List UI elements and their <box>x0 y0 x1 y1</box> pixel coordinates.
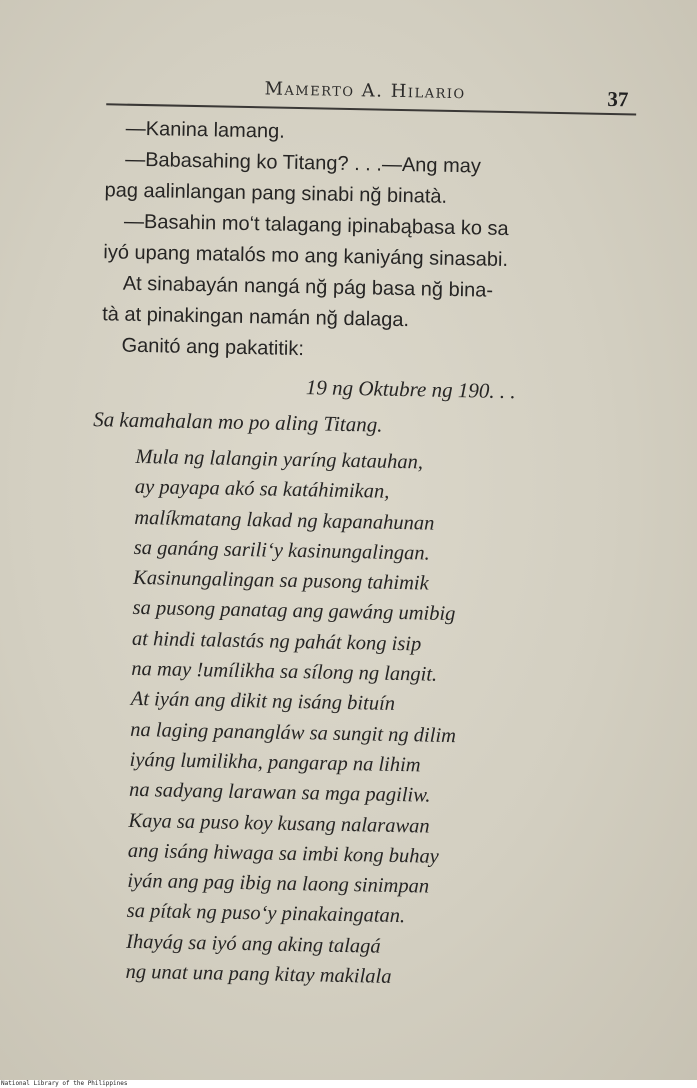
poem-line: na sadyang larawan sa mga pagiliw. <box>128 779 431 807</box>
prose-line: iyó upang matalós mo ang kaniyáng sinasabi. <box>103 241 509 272</box>
poem-line: sa pusong panatag ang gawáng umibig <box>132 597 456 626</box>
poem-line: ng unat una pang kitay makilala <box>125 960 392 988</box>
poem-line: ay payapa akó sa katáhimikan, <box>134 476 390 504</box>
scan-footer <box>0 1080 697 1088</box>
header-rule <box>106 103 636 115</box>
letter-salutation: Sa kamahalan mo po aling Titang. <box>92 407 383 437</box>
page-header <box>106 67 637 117</box>
poem-line: Ihayág sa iyó ang aking talagá <box>125 930 381 958</box>
poem-line: malíkmatang lakad ng kapanahunan <box>134 506 435 535</box>
prose-line: At sinabayán nangá nğ pág basa nğ bina- <box>122 272 494 302</box>
running-head: Mamerto A. Hilario <box>264 78 466 104</box>
poem-line: sa pítak ng puso‘y pinakaingatan. <box>126 900 406 928</box>
poem-line: na laging panangláw sa sungit ng dilim <box>130 718 457 747</box>
prose-line: tà at pinakingan namán nğ dalaga. <box>102 303 410 332</box>
prose-line: —Basahin mo‘t talagang ipinabąbasa ko sa <box>123 210 509 241</box>
page-number: 37 <box>607 86 629 112</box>
prose-block <box>101 113 646 371</box>
poem-line: na may !umílikha sa sílong ng langit. <box>131 657 438 686</box>
poem-line: At iyán ang dikit ng isáng bituín <box>130 688 396 716</box>
poem-line: at hindi talastás ng pahát kong isip <box>131 627 422 656</box>
poem-line: Kasinungalingan sa pusong tahimik <box>132 567 429 595</box>
poem-line: ang isáng hiwaga sa imbi kong buhay <box>127 839 439 868</box>
footer-credit: National Library of the Philippines <box>1 1080 128 1087</box>
prose-line: —Babasahing ko Titang? . . .—Ang may <box>124 148 482 178</box>
poem-line: sa ganáng sarili‘y kasinungalingan. <box>133 536 431 565</box>
letter-date: 19 ng Oktubre ng 190. . . <box>305 375 516 404</box>
poem-line: iyáng lumilikha, pangarap na lihim <box>129 748 421 777</box>
prose-line: Ganitó ang pakatitik: <box>121 334 305 361</box>
poem-block <box>125 442 635 997</box>
poem-line: Mula ng lalangin yaríng katauhan, <box>135 445 424 474</box>
poem-line: Kaya sa puso koy kusang nalarawan <box>128 809 430 838</box>
prose-line: —Kanina lamang. <box>125 117 285 143</box>
prose-line: pag aalinlangan pang sinabi nğ binatà. <box>104 179 448 208</box>
poem-line: iyán ang pag ibig na laong sinimpan <box>127 869 430 898</box>
